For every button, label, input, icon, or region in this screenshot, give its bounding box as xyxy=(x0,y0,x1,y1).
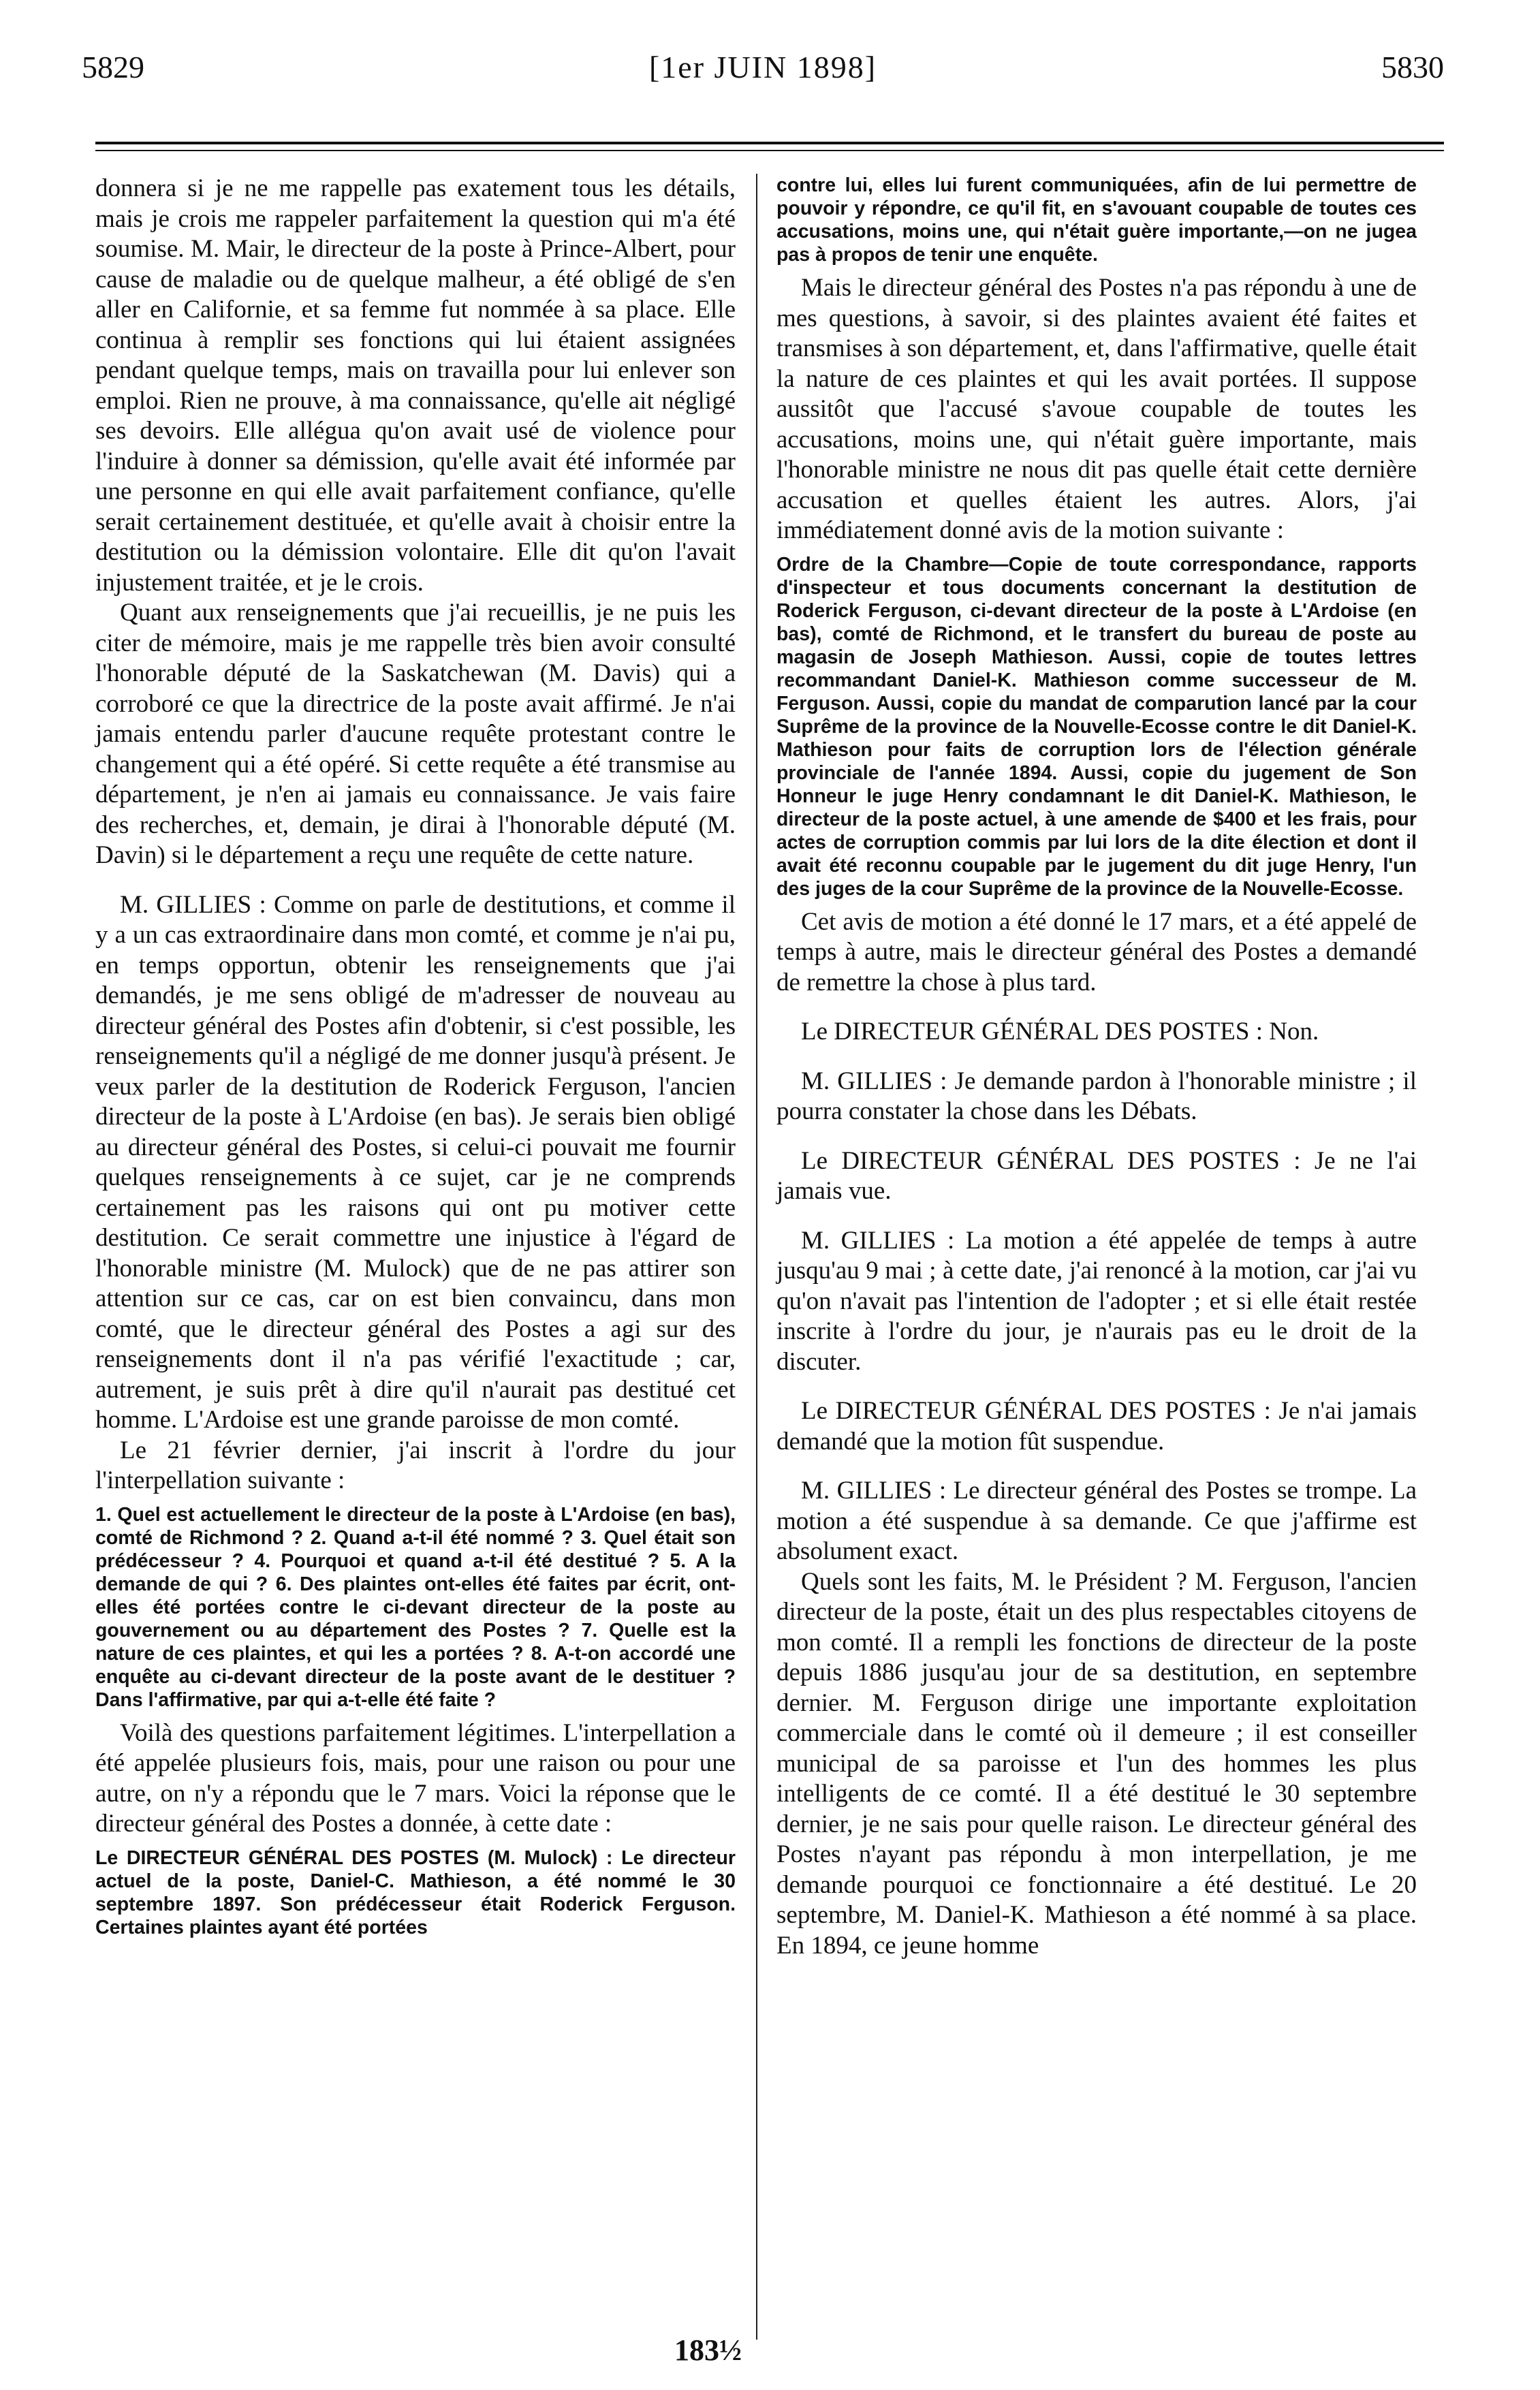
speech-postmaster-general: Le DIRECTEUR GÉNÉRAL DES POSTES : Je n'ai jamais demandé que la motion fût suspendue. xyxy=(776,1397,1417,1456)
paragraph: Quels sont les faits, M. le Président ? M. Ferguson, l'ancien directeur de la poste, était un des plus respectables citoyens de mon comté. Il a rempli les fonctions de directeur de la poste depuis 1886 jusqu'au jour de sa destitution, en septembre dernier. M. Ferguson dirige une importante exploitation commerciale dans le comté où il demeure ; il est conseiller municipal de sa paroisse et l'un des hommes les plus intelligents de ce comté. Il a été destitué le 30 septembre dernier, je ne sais pour quelle raison. Le directeur général des Postes n'ayant pas répondu à mon interpellation, je me demande pourquoi ce fonctionnaire a été destitué. Le 20 septembre, M. Daniel-K. Mathieson a été nommé à sa place. En 1894, ce jeune homme xyxy=(776,1567,1417,1960)
signature-mark: 183½ xyxy=(674,2333,742,2367)
column-divider xyxy=(756,174,757,2340)
interpellation-quote: 1. Quel est actuellement le directeur de la poste à L'Ardoise (en bas), comté de Richmond ? 2. Quand a-t-il été nommé ? 3. Quel était son prédécesseur ? 4. Pourquoi et quand a-t-il été destitué ? 5. A la demande de qui ? 6. Des plaintes ont-elles été faites par écrit, ont-elles été portées contre le ci-devant directeur de la poste au gouvernement ou au département des Postes ? 7. Quelle est la nature de ces plaintes, et qui les a portées ? 8. A-t-on accordé une enquête au ci-devant directeur de la poste avant de le destituer ? Dans l'affirmative, par qui a-t-elle été faite ? xyxy=(95,1503,736,1711)
page-header xyxy=(82,49,1444,104)
speech-gillies: M. GILLIES : Le directeur général des Postes se trompe. La motion a été suspendue à sa demande. Ce que j'affirme est absolument exact. xyxy=(776,1477,1417,1565)
header-rule-thick xyxy=(95,142,1444,144)
speech-gillies: M. GILLIES : Je demande pardon à l'honorable ministre ; il pourra constater la chose dans les Débats. xyxy=(776,1067,1417,1125)
speech-postmaster-general: Le DIRECTEUR GÉNÉRAL DES POSTES : Je ne l'ai jamais vue. xyxy=(776,1146,1417,1205)
minister-answer-quote: Le DIRECTEUR GÉNÉRAL DES POSTES (M. Mulock) : Le directeur actuel de la poste, Daniel-C. Mathieson, a été nommé le 30 septembre 1897. Son prédécesseur était Roderick Ferguson. Certaines plaintes ayant été portées xyxy=(95,1846,736,1938)
paragraph: Mais le directeur général des Postes n'a pas répondu à une de mes questions, à savoir, si des plaintes avaient été faites et transmises à son département, et, dans l'affirmative, quelle était la nature de ces plaintes et qui les avait portées. Il suppose aussitôt que l'accusé s'avoue coupable de toutes les accusations, moins une, qui n'était guère importante, mais l'honorable ministre ne nous dit pas quelle était cette dernière accusation et quelles étaient les autres. Alors, j'ai immédiatement donné avis de la motion suivante : xyxy=(776,274,1417,544)
paragraph: Quant aux renseignements que j'ai recueillis, je ne puis les citer de mémoire, mais je me rappelle très bien avoir consulté l'honorable député de la Saskatchewan (M. Davis) qui a corroboré ce que la directrice de la poste avait affirmé. Je n'ai jamais entendu parler d'aucune requête protestant contre le changement qui a été opéré. Si cette requête a été transmise au département, je n'en ai jamais eu connaissance. Je vais faire des recherches, et, demain, je dirai à l'honorable député (M. Davin) si le département a reçu une requête de cette nature. xyxy=(95,599,736,869)
speech-gillies: M. GILLIES : Comme on parle de destitutions, et comme il y a un cas extraordinaire dans mon comté, et comme je n'ai pu, en temps opportun, obtenir les renseignements que j'ai demandés, je me sens obligé de m'adresser de nouveau au directeur général des Postes afin d'obtenir, si c'est possible, les renseignements qu'il a négligé de me donner jusqu'à présent. Je veux parler de la destitution de Roderick Ferguson, l'ancien directeur de la poste à L'Ardoise (en bas). Je serais bien obligé au directeur général des Postes, si celui-ci pouvait me fournir quelques renseignements à ce sujet, car je ne comprends certainement pas les raisons qui ont pu motiver cette destitution. Ce serait commettre une injustice à l'égard de l'honorable ministre (M. Mulock) que de ne pas attirer son attention sur ce cas, car on est bien convaincu, dans mon comté, que le directeur général des Postes a agi sur des renseignements dont il n'a pas vérifié l'exactitude ; car, autrement, je suis prêt à dire qu'il n'aurait pas destitué cet homme. L'Ardoise est une grande paroisse de mon comté. xyxy=(95,890,736,1434)
speech-gillies: M. GILLIES : La motion a été appelée de temps à autre jusqu'au 9 mai ; à cette date, j'ai renoncé à la motion, car j'ai vu qu'on n'avait pas l'intention de l'adopter ; et si elle était restée inscrite à l'ordre du jour, je n'aurais pas eu le droit de la discuter. xyxy=(776,1226,1417,1376)
page-date: [1er JUIN 1898] xyxy=(648,50,877,84)
page-number-left: 5829 xyxy=(82,50,144,84)
left-column xyxy=(95,174,736,1946)
paragraph: Cet avis de motion a été donné le 17 mars, et a été appelé de temps à autre, mais le directeur général des Postes a demandé de remettre la chose à plus tard. xyxy=(776,907,1417,996)
motion-quote: Ordre de la Chambre—Copie de toute correspondance, rapports d'inspecteur et tous documents concernant la destitution de Roderick Ferguson, ci-devant directeur de la poste à L'Ardoise (en bas), comté de Richmond, et le transfert du bureau de poste au magasin de Joseph Mathieson. Aussi, copie de toutes lettres recommandant Daniel-K. Mathieson comme successeur de M. Ferguson. Aussi, copie du mandat de comparution lancé par la cour Suprême de la province de la Nouvelle-Ecosse contre le dit Daniel-K. Mathieson pour faits de corruption lors de l'élection générale provinciale de l'année 1894. Aussi, copie du jugement de Son Honneur le juge Henry condamnant le dit Daniel-K. Mathieson, le directeur de la poste actuel, à une amende de $400 et les frais, pour actes de corruption commis par lui lors de la dite élection et dont il avait été reconnu coupable par le jugement du dit juge Henry, l'un des juges de la cour Suprême de la province de la Nouvelle-Ecosse. xyxy=(776,553,1417,900)
paragraph: Voilà des questions parfaitement légitimes. L'interpellation a été appelée plusieurs fois, mais, pour une raison ou pour une autre, on n'y a répondu que le 7 mars. Voici la réponse que le directeur général des Postes a donnée, à cette date : xyxy=(95,1718,736,1838)
header-rule-thin xyxy=(95,150,1444,151)
right-column xyxy=(776,174,1417,1961)
paragraph: donnera si je ne me rappelle pas exatement tous les détails, mais je crois me rappeler parfaitement la question qui m'a été soumise. M. Mair, le directeur de la poste à Prince-Albert, pour cause de maladie ou de quelque malheur, a été obligé de s'en aller en Californie, et sa femme fut nommée à sa place. Elle continua à remplir ses fonctions qui lui étaient assignées pendant quelque temps, mais on travailla pour lui enlever son emploi. Rien ne prouve, à ma connaissance, qu'elle ait négligé ses devoirs. Elle allégua qu'on avait usé de violence pour l'induire à donner sa démission, qu'elle avait été informée par une personne en qui elle avait parfaitement confiance, qu'elle serait certainement destituée, et qu'elle avait à choisir entre la destitution ou la démission volontaire. Elle dit qu'on l'avait injustement traitée, et je le crois. xyxy=(95,174,736,597)
minister-answer-quote-cont: contre lui, elles lui furent communiquées, afin de lui permettre de pouvoir y répondre, ce qu'il fit, en s'avouant coupable de toutes ces accusations, moins une, qui n'était guère importante,—on ne jugea pas à propos de tenir une enquête. xyxy=(776,174,1417,266)
page-number-right: 5830 xyxy=(1381,50,1444,84)
speech-postmaster-general: Le DIRECTEUR GÉNÉRAL DES POSTES : Non. xyxy=(801,1018,1319,1045)
paragraph: Le 21 février dernier, j'ai inscrit à l'ordre du jour l'interpellation suivante : xyxy=(95,1436,736,1494)
